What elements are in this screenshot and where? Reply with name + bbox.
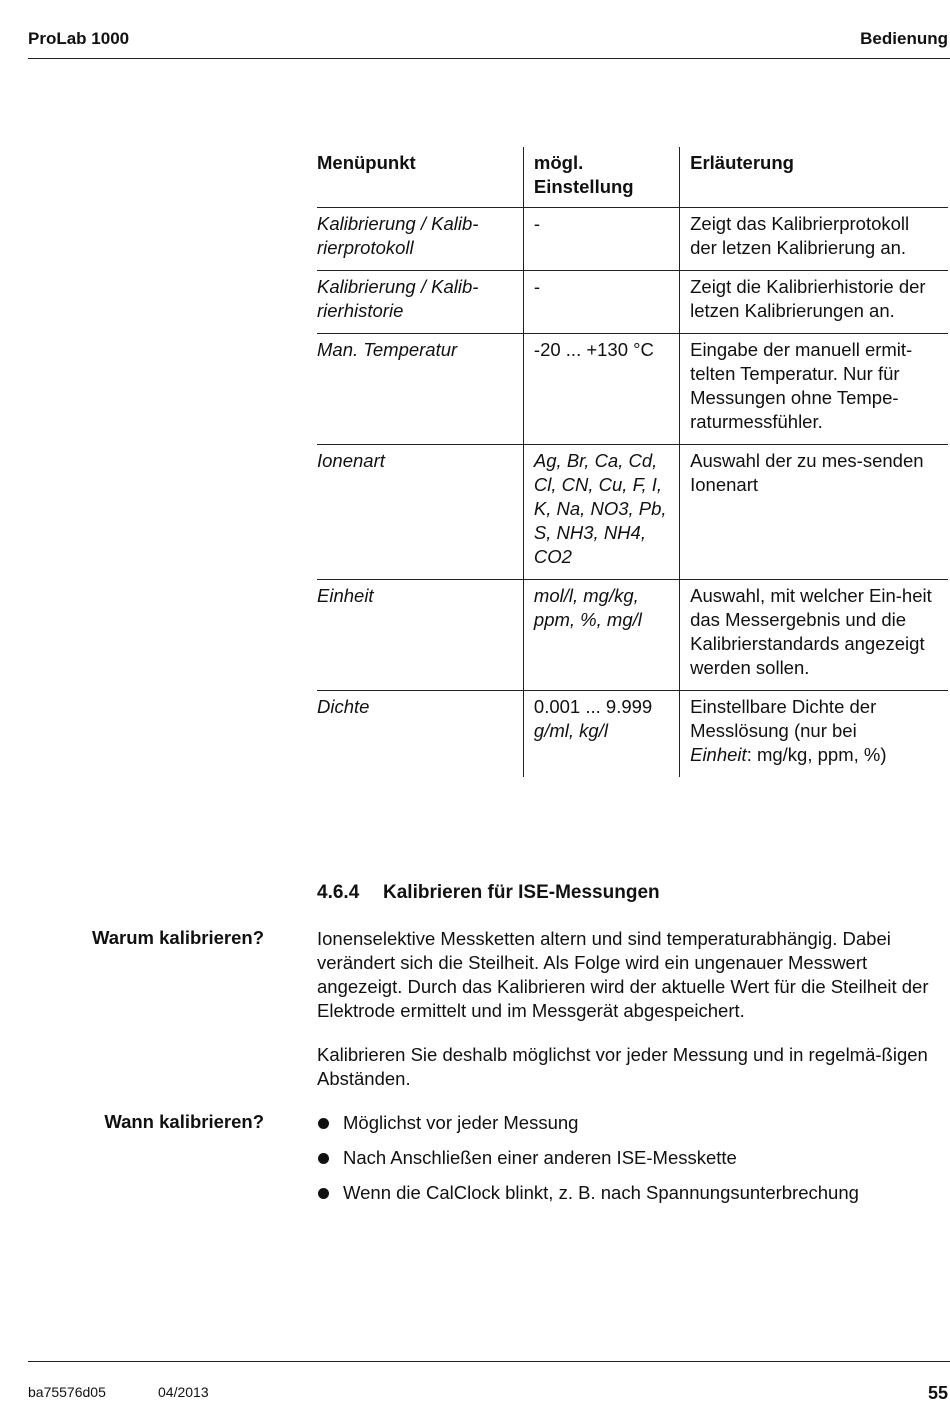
cell-menu: Man. Temperatur	[317, 334, 523, 445]
explanation-emphasis: Einheit	[690, 744, 747, 765]
cell-menu: Einheit	[317, 580, 523, 691]
list-item	[317, 1181, 859, 1205]
cell-explanation: Eingabe der manuell ermit-telten Temperatur. Nur für Messungen ohne Tempe-raturmessfühler.	[680, 334, 948, 445]
table-row	[317, 334, 948, 445]
list-item-text: Wenn die CalClock blinkt, z. B. nach Spannungsunterbrechung	[343, 1182, 859, 1203]
footer-rule	[28, 1361, 950, 1362]
explanation-text-tail: : mg/kg, ppm, %)	[746, 744, 887, 765]
cell-explanation: Zeigt das Kalibrierprotokoll der letzen Kalibrierung an.	[680, 208, 948, 271]
cell-menu: Ionenart	[317, 445, 523, 580]
bullet-icon	[318, 1188, 329, 1199]
paragraph-recommendation: Kalibrieren Sie deshalb möglichst vor jeder Messung und in regelmä-ßigen Abständen.	[317, 1044, 928, 1089]
cell-setting: -	[523, 271, 679, 334]
menu-settings-table	[317, 147, 948, 777]
table-row	[317, 445, 948, 580]
col-header-explanation: Erläuterung	[690, 152, 794, 173]
list-item	[317, 1146, 859, 1170]
table-row	[317, 691, 948, 778]
cell-menu: Kalibrierung / Kalib-rierprotokoll	[317, 208, 523, 271]
cell-explanation: Auswahl der zu mes-senden Ionenart	[680, 445, 948, 580]
cell-setting	[523, 691, 679, 778]
bullet-icon	[318, 1118, 329, 1129]
cell-menu: Kalibrierung / Kalib-rierhistorie	[317, 271, 523, 334]
cell-setting: -20 ... +130 °C	[523, 334, 679, 445]
page-number: 55	[927, 1383, 948, 1403]
table-row	[317, 271, 948, 334]
bullet-icon	[318, 1153, 329, 1164]
cell-explanation	[680, 691, 948, 778]
footer-date: 04/2013	[158, 1384, 209, 1400]
col-header-setting-line2: Einstellung	[533, 176, 634, 197]
list-item-text: Möglichst vor jeder Messung	[343, 1112, 579, 1133]
section-heading	[317, 882, 660, 904]
table-row	[317, 208, 948, 271]
cell-setting: mol/l, mg/kg, ppm, %, mg/l	[523, 580, 679, 691]
margin-label-when: Wann kalibrieren?	[104, 1111, 264, 1132]
table-row	[317, 580, 948, 691]
col-header-setting: mögl. Einstellung	[523, 147, 679, 208]
paragraph-why: Ionenselektive Messketten altern und sind temperaturabhängig. Dabei verändert sich die Steilheit. Als Folge wird ein ungenauer Messwert angezeigt. Durch das Kalibrieren wird der aktuelle Wert für die Steilheit der Elektrode ermittelt und im Messgerät abgespeichert.	[317, 928, 929, 1021]
setting-range: 0.001 ... 9.999	[533, 696, 653, 717]
cell-menu: Dichte	[317, 691, 523, 778]
setting-units: g/ml, kg/l	[533, 720, 608, 741]
explanation-text: Einstellbare Dichte der Messlösung (nur bei	[690, 696, 877, 741]
section-title: Kalibrieren für ISE-Messungen	[383, 882, 660, 903]
footer-doc-id: ba75576d05	[28, 1384, 106, 1400]
margin-label-why: Warum kalibrieren?	[91, 927, 264, 948]
col-header-menu: Menüpunkt	[317, 152, 416, 173]
cell-setting: -	[523, 208, 679, 271]
when-bullet-list	[317, 1111, 859, 1216]
header-rule	[28, 58, 950, 59]
cell-setting: Ag, Br, Ca, Cd, Cl, CN, Cu, F, I, K, Na, NO3, Pb, S, NH3, NH4, CO2	[523, 445, 679, 580]
section-number: 4.6.4	[317, 882, 360, 903]
table-header-row	[317, 147, 948, 208]
list-item-text: Nach Anschließen einer anderen ISE-Messkette	[343, 1147, 737, 1168]
list-item	[317, 1111, 859, 1135]
cell-explanation: Zeigt die Kalibrierhistorie der letzen Kalibrierungen an.	[680, 271, 948, 334]
header-chapter: Bedienung	[860, 29, 948, 48]
cell-explanation: Auswahl, mit welcher Ein-heit das Messergebnis und die Kalibrierstandards angezeigt werden sollen.	[680, 580, 948, 691]
header-product: ProLab 1000	[28, 29, 130, 48]
